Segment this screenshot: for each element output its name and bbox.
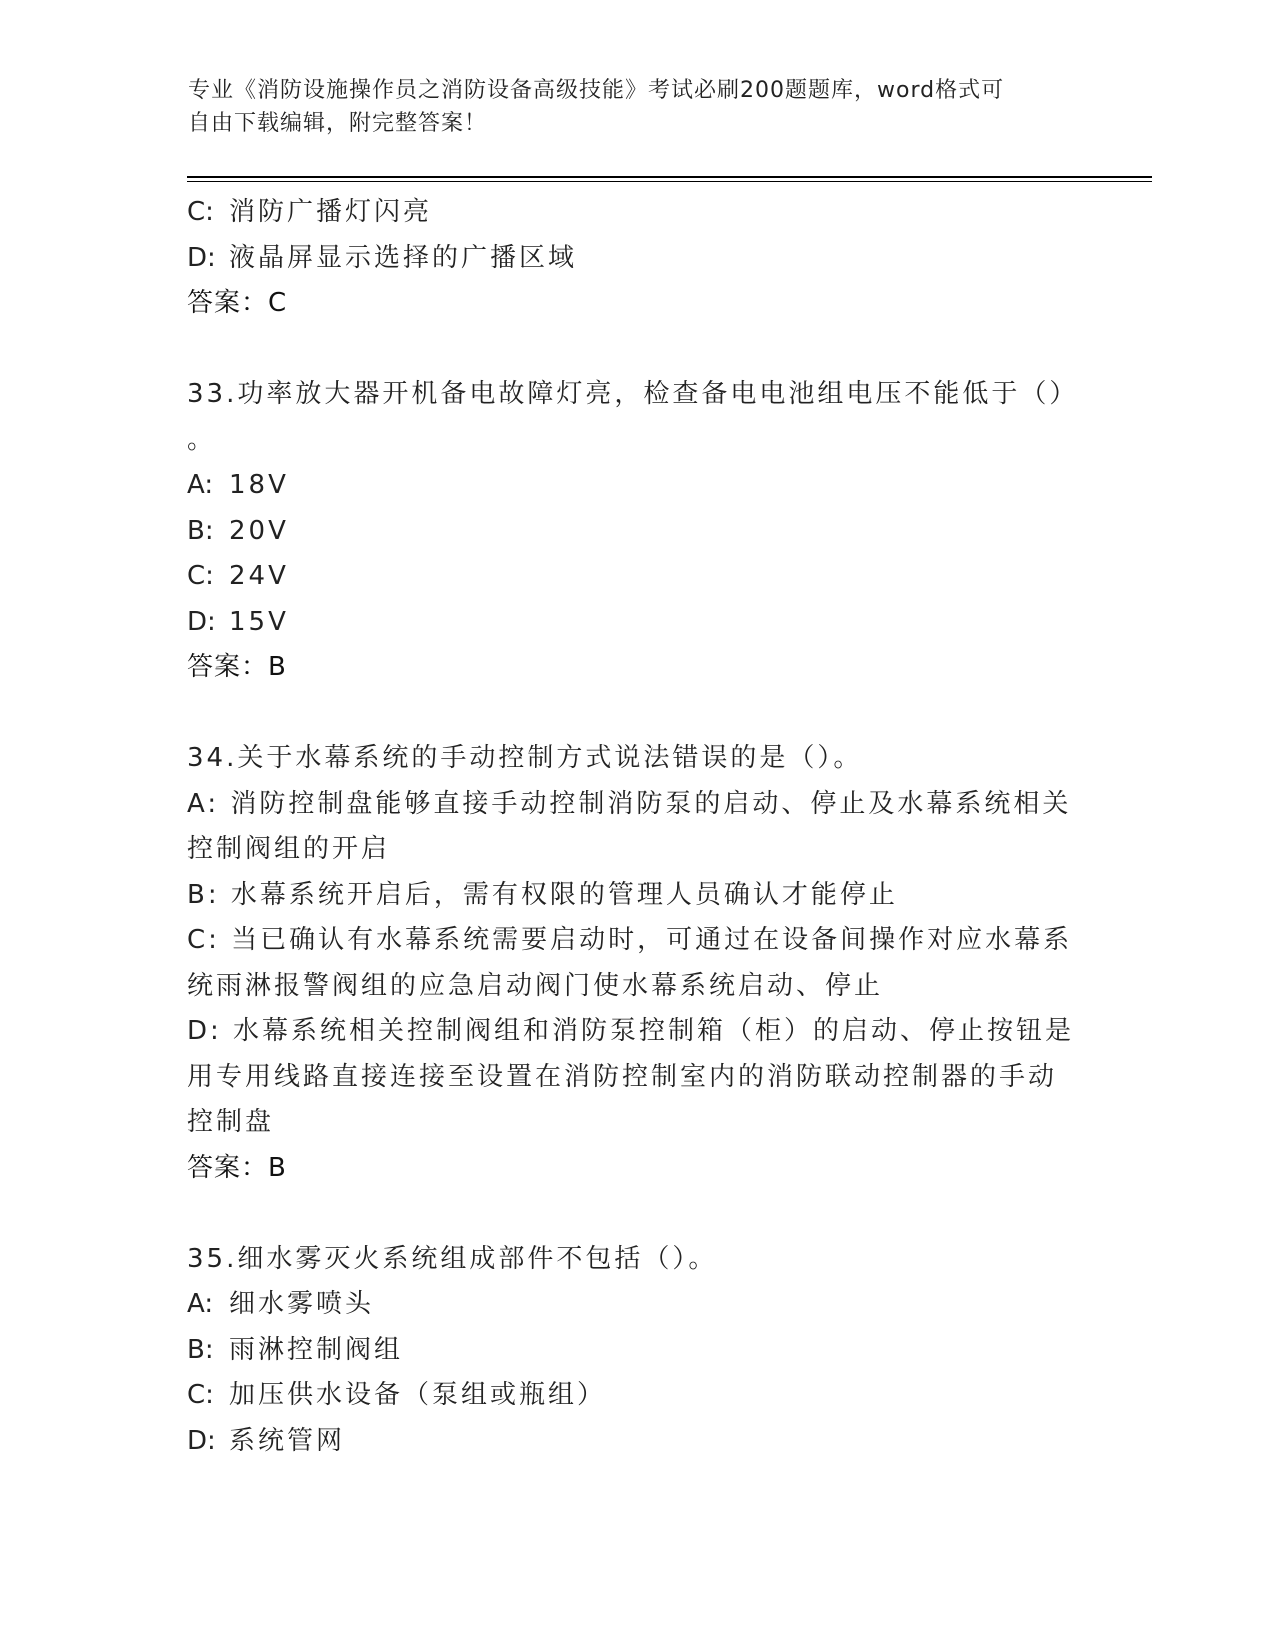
header-rule-thick xyxy=(187,176,1152,178)
option-text: 液晶屏显示选择的广播区域 xyxy=(229,242,578,273)
answer-line: 答案：B xyxy=(187,1152,287,1183)
option-label: D: xyxy=(187,1425,216,1456)
option-text: 消防广播灯闪亮 xyxy=(229,197,433,227)
option-text: 20V xyxy=(229,515,289,546)
option-d xyxy=(187,1419,1087,1465)
question-33-stem-cont: 。 xyxy=(187,424,217,455)
answer-line: 答案：C xyxy=(187,288,288,318)
option-label: A: xyxy=(187,1289,214,1319)
option-d xyxy=(187,236,1087,282)
spacer xyxy=(187,327,1087,373)
question-body xyxy=(187,190,1087,1464)
option-text: 24V xyxy=(229,561,289,591)
option-label: D: xyxy=(187,242,216,273)
option-text: 系统管网 xyxy=(229,1425,346,1456)
option-c xyxy=(187,554,1087,600)
option-text: 15V xyxy=(229,606,289,637)
spacer xyxy=(187,691,1087,737)
option-label: B: xyxy=(187,1334,214,1365)
question-34-stem: 34.关于水幕系统的手动控制方式说法错误的是（）。 xyxy=(187,743,863,773)
answer-line: 答案：B xyxy=(187,652,287,682)
question-35-stem: 35.细水雾灭火系统组成部件不包括（）。 xyxy=(187,1243,718,1274)
option-label: C: xyxy=(187,1380,214,1410)
option-c xyxy=(187,190,1087,236)
option-text: 细水雾喷头 xyxy=(229,1289,375,1319)
option-label: B: xyxy=(187,515,214,546)
option-b xyxy=(187,1328,1087,1374)
question-33-stem: 33.功率放大器开机备电故障灯亮，检查备电电池组电压不能低于（） xyxy=(187,379,1079,409)
option-c-cont: 统雨淋报警阀组的应急启动阀门使水幕系统启动、停止 xyxy=(187,970,884,1001)
option-a: A: 消防控制盘能够直接手动控制消防泵的启动、停止及水幕系统相关 xyxy=(187,788,1072,819)
option-label: C: xyxy=(187,197,214,227)
option-a xyxy=(187,463,1087,509)
option-d: D: 水幕系统相关控制阀组和消防泵控制箱（柜）的启动、停止按钮是 xyxy=(187,1016,1075,1046)
header-line-1: 专业《消防设施操作员之消防设备高级技能》考试必刷200题题库，word格式可 xyxy=(188,78,1005,103)
option-b: B: 水幕系统开启后，需有权限的管理人员确认才能停止 xyxy=(187,879,898,910)
option-label: A: xyxy=(187,470,214,500)
option-b xyxy=(187,509,1087,555)
header-rule-thin xyxy=(187,181,1152,182)
option-text: 加压供水设备（泵组或瓶组） xyxy=(229,1380,607,1410)
option-a xyxy=(187,1282,1087,1328)
option-c xyxy=(187,1373,1087,1419)
option-label: D: xyxy=(187,606,216,637)
option-a-cont: 控制阀组的开启 xyxy=(187,834,391,864)
option-d-cont: 控制盘 xyxy=(187,1107,275,1137)
document-header xyxy=(188,74,1088,140)
option-c: C: 当已确认有水幕系统需要启动时，可通过在设备间操作对应水幕系 xyxy=(187,925,1073,955)
option-text: 18V xyxy=(229,470,289,500)
option-d-cont: 用专用线路直接连接至设置在消防控制室内的消防联动控制器的手动 xyxy=(187,1061,1058,1092)
option-text: 雨淋控制阀组 xyxy=(229,1334,404,1365)
option-d xyxy=(187,600,1087,646)
spacer xyxy=(187,1191,1087,1237)
option-label: C: xyxy=(187,561,214,591)
header-line-2: 自由下载编辑，附完整答案！ xyxy=(188,111,488,136)
